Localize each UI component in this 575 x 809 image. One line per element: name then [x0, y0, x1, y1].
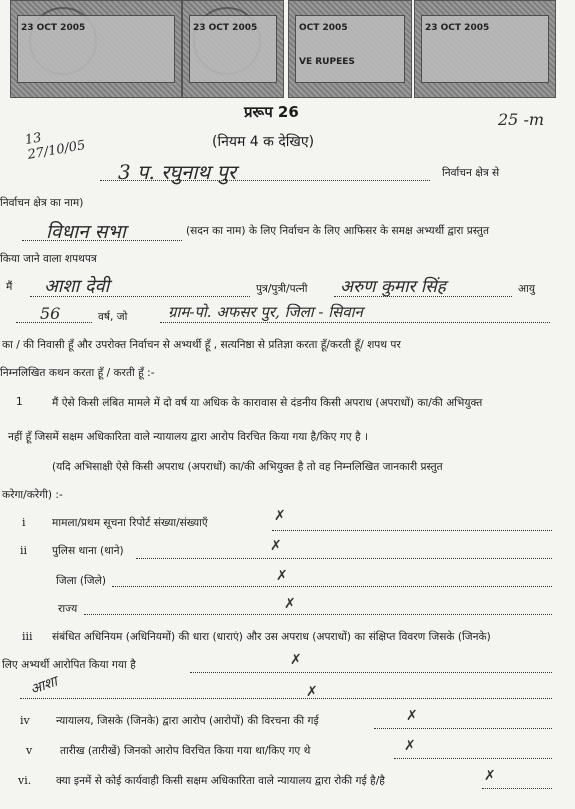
- stamp-date: 23 OCT 2005: [425, 23, 490, 33]
- name-dotted-line: [30, 296, 250, 297]
- item-iii-dotted-line: [190, 672, 552, 673]
- item-iii-extra-line: [20, 698, 552, 699]
- item-vi-dotted-line: [482, 788, 552, 789]
- name-prefix: मैं: [6, 281, 13, 293]
- item-iii-extra-cross: ✗: [306, 684, 318, 700]
- stamp-3: [288, 0, 412, 98]
- item-iv-label: न्यायालय, जिसके (जिनके) द्वारा आरोप (आरोपों) की विरचना की गई: [56, 715, 319, 727]
- item-ii-number: ii: [20, 544, 28, 557]
- state-cross-mark: ✗: [284, 596, 296, 612]
- state-dotted-line: [84, 614, 552, 615]
- margin-note-top-right: 25 -m: [498, 110, 545, 129]
- para2-line1: (यदि अभिसाक्षी ऐसे किसी अपराध (अपराधों) का/की अभियुक्त है तो वह निम्नलिखित जानकारी प्रस्तुत: [52, 461, 443, 473]
- house-handwritten: विधान सभा: [46, 221, 126, 243]
- signature-mark: आशा: [28, 673, 60, 699]
- address-dotted-line: [160, 322, 550, 323]
- item-ii-dotted-line: [136, 558, 552, 559]
- item-i-cross-mark: ✗: [274, 508, 286, 524]
- relative-handwritten: अरुण कुमार सिंह: [340, 277, 446, 297]
- stamp-4: [414, 0, 556, 98]
- district-label: जिला (जिले): [56, 575, 106, 587]
- stamp-date: 23 OCT 2005: [21, 23, 86, 33]
- district-dotted-line: [112, 586, 552, 587]
- item-vi-label: क्या इनमें से कोई कार्यवाही किसी सक्षम अधिकारिता वाले न्यायालय द्वारा रोकी गई है/है: [56, 775, 385, 787]
- form-title: प्ररूप 26: [244, 103, 299, 121]
- item-v-dotted-line: [394, 758, 552, 759]
- item-iv-dotted-line: [374, 728, 552, 729]
- para2-line2: करेगा/करेगी) :-: [2, 489, 63, 501]
- item-iii-line2: लिए अभ्यर्थी आरोपित किया गया है: [2, 659, 136, 671]
- house-dotted-line: [22, 240, 182, 241]
- para1-number: 1: [16, 396, 23, 408]
- district-cross-mark: ✗: [276, 568, 288, 584]
- constituency-handwritten: 3 प. रघुनाथ पुर: [118, 160, 237, 184]
- item-i-dotted-line: [272, 530, 552, 531]
- item-ii-label: पुलिस थाना (थाने): [52, 545, 124, 557]
- relative-dotted-line: [334, 296, 512, 297]
- item-v-number: v: [26, 744, 33, 757]
- affidavit-line: किया जाने वाला शपथपत्र: [0, 253, 97, 265]
- item-v-cross-mark: ✗: [404, 738, 416, 754]
- item-vi-cross-mark: ✗: [484, 768, 496, 784]
- stamp-1: [10, 0, 182, 98]
- form-subtitle: (नियम 4 क देखिए): [212, 134, 315, 150]
- constituency-suffix: निर्वाचन क्षेत्र से: [442, 167, 500, 179]
- item-ii-cross-mark: ✗: [270, 538, 282, 554]
- item-i-label: मामला/प्रथम सूचना रिपोर्ट संख्या/संख्याएँ: [52, 517, 208, 529]
- item-v-label: तारीख (तारीखें) जिनको आरोप विरचित किया गया था/किए गए थे: [60, 745, 311, 757]
- item-i-number: i: [22, 516, 26, 529]
- years-label: वर्ष, जो: [98, 311, 128, 323]
- relation-label: पुत्र/पुत्री/पत्नी: [256, 283, 308, 295]
- item-iii-line1: संबंधित अधिनियम (अधिनियमों) की धारा (धाराएं) और उस अपराध (अपराधों) का संक्षिप्त विवरण जिसके (जिनके): [52, 631, 491, 643]
- constituency-caption: निर्वाचन क्षेत्र का नाम): [0, 197, 84, 209]
- constituency-dotted-line: [100, 180, 430, 181]
- name-handwritten: आशा देवी: [44, 276, 110, 297]
- item-iv-cross-mark: ✗: [406, 708, 418, 724]
- resident-line: का / की निवासी हूँ और उपरोक्त निर्वाचन से अभ्यर्थी हूँ , सत्यनिष्ठा से प्रतिज्ञा करता हूँ/करती हूँ/ शपथ पर: [2, 339, 401, 351]
- item-iii-cross-mark: ✗: [290, 652, 302, 668]
- item-vi-number: vi.: [18, 774, 32, 787]
- stamp-date: 23 OCT 2005: [193, 23, 258, 33]
- para1-line1: मैं ऐसे किसी लंबित मामले में दो वर्ष या अधिक के कारावास से दंडनीय किसी अपराध (अपराधों) का/की अभियुक्त: [52, 397, 483, 409]
- stamp-2: [182, 0, 284, 98]
- para1-line2: नहीं हूँ जिसमें सक्षम अधिकारिता वाले न्यायालय द्वारा आरोप विरचित किया गया है/किए गए है ।: [8, 431, 369, 443]
- age-label: आयु: [518, 283, 535, 295]
- age-handwritten: 56: [40, 304, 61, 323]
- house-line-text: (सदन का नाम) के लिए निर्वाचन के लिए आफिसर के समक्ष अभ्यर्थी द्वारा प्रस्तुत: [186, 225, 490, 237]
- stamp-value: VE RUPEES: [299, 57, 355, 67]
- state-label: राज्य: [58, 603, 78, 615]
- address-handwritten: ग्राम-पो. अफसर पुर, जिला - सिवान: [168, 303, 363, 321]
- item-iv-number: iv: [20, 714, 30, 727]
- item-iii-number: iii: [22, 630, 33, 643]
- stamp-date: OCT 2005: [299, 23, 348, 33]
- margin-date: 13 27/10/05: [23, 130, 87, 163]
- age-dotted-line: [16, 322, 92, 323]
- statement-line: निम्नलिखित कथन करता हूँ / करती हूँ :-: [0, 367, 155, 379]
